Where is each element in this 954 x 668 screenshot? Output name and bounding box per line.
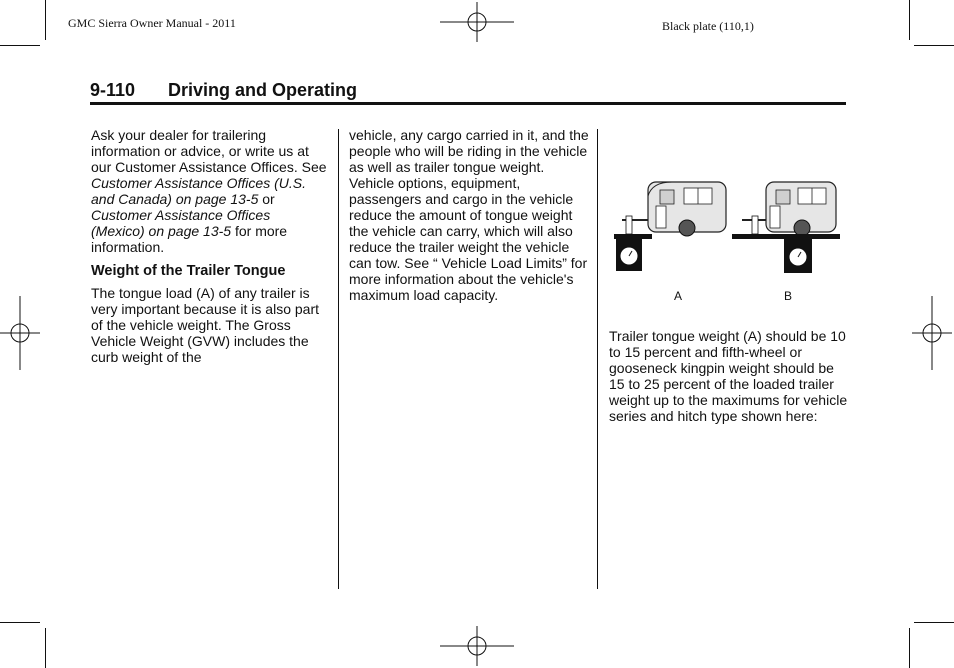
plate-label: Black plate (110,1) <box>662 19 754 33</box>
figure-label-a: A <box>674 289 683 303</box>
manual-title: GMC Sierra Owner Manual - 2011 <box>68 16 236 30</box>
section-title: Driving and Operating <box>168 80 358 100</box>
crop-mark <box>45 0 46 40</box>
crop-mark <box>914 45 954 46</box>
title-rule <box>90 102 846 105</box>
paragraph-tongue-weight-percent: Trailer tongue weight (A) should be 10 to 15 percent and fifth-wheel or gooseneck kingpin weight should be 15 to 25 percent of the loaded trailer weight up to the maximums for vehicle series and hitch type shown here: <box>609 328 848 424</box>
column-3 <box>609 328 849 424</box>
crop-mark <box>0 45 40 46</box>
paragraph-dealer-advice <box>91 127 327 255</box>
column-divider <box>597 129 598 589</box>
trailer-tongue-weight-figure <box>612 176 844 280</box>
crop-mark <box>45 628 46 668</box>
crop-mark <box>914 622 954 623</box>
text-run: for more information. <box>91 223 288 255</box>
registration-mark-top <box>440 2 514 42</box>
paragraph-vehicle-load: vehicle, any cargo carried in it, and the people who will be riding in the vehicle as well as trailer tongue weight. Vehicle options, equipment, passengers and cargo in the vehicle reduce the amount of tongue weight the vehicle can carry, which will also reduce the trailer weight the vehicle can tow. See “ Vehicle Load Limits” for more information about the vehicle's maximum load capacity. <box>349 127 589 303</box>
text-run: or <box>258 191 275 207</box>
registration-mark-left <box>0 296 40 370</box>
text-run: Ask your dealer for trailering information or advice, or write us at our Customer Assistance Offices. See <box>91 127 327 175</box>
paragraph-tongue-load: The tongue load (A) of any trailer is very important because it is also part of the vehicle weight. The Gross Vehicle Weight (GVW) includes the curb weight of the <box>91 285 319 365</box>
registration-mark-right <box>912 296 952 370</box>
trailer-b-illustration <box>732 182 840 273</box>
trailer-a-illustration <box>614 182 726 271</box>
figure-label-b: B <box>784 289 793 303</box>
registration-mark-bottom <box>440 626 514 666</box>
crop-mark <box>909 628 910 668</box>
cross-reference-us-canada[interactable]: Customer Assistance Offices (U.S. and Canada) on page 13-5 <box>91 175 306 207</box>
subheading: Weight of the Trailer Tongue <box>91 263 286 279</box>
page-title <box>90 80 357 101</box>
page-number: 9-110 <box>90 80 136 100</box>
column-1 <box>91 127 327 365</box>
column-divider <box>338 129 339 589</box>
column-2 <box>349 127 589 303</box>
cross-reference-mexico[interactable]: Customer Assistance Offices (Mexico) on page 13-5 <box>91 207 271 239</box>
crop-mark <box>0 622 40 623</box>
crop-mark <box>909 0 910 40</box>
